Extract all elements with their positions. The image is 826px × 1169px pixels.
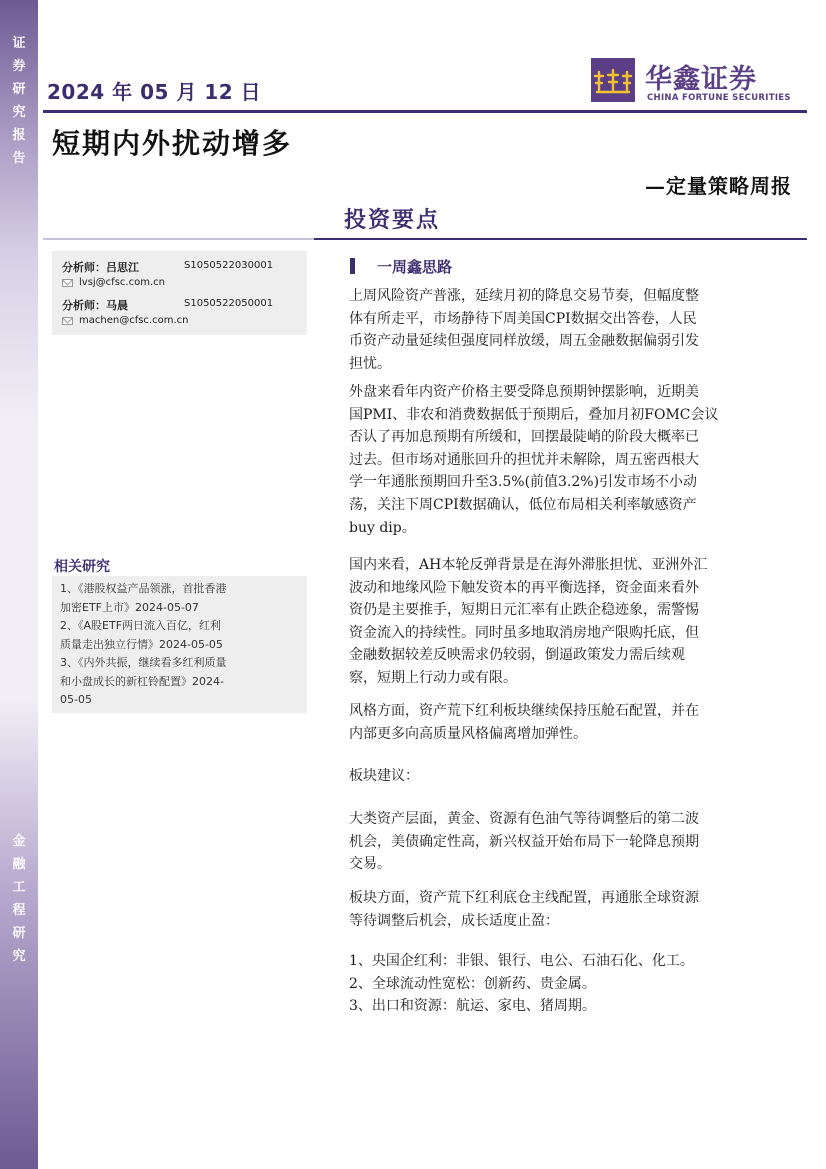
text-line: buy dip。 [349,519,416,536]
list-item: 2、全球流动性宽松：创新药、贵金属。 [349,975,596,992]
text-line: 大类资产层面，黄金、资源有色油气等待调整后的第二波 [349,811,699,827]
company-logo [591,58,791,104]
side-char: 研 [12,926,26,941]
related-research-list [52,576,307,713]
report-date: 2024 年 05 月 12 日 [47,80,262,104]
side-char: 证 [12,36,26,51]
analyst-cert: S1050522030001 [184,260,274,271]
related-item-line[interactable]: 2、《A股ETF两日流入百亿，红利 [60,619,222,632]
related-item-line[interactable]: 05-05 [60,693,92,706]
mail-icon [62,317,73,325]
text-line: 交易。 [349,856,391,873]
related-item-line[interactable]: 1、《港股权益产品领涨，首批香港 [60,582,227,595]
text-line: 等待调整后机会，成长适度止盈： [349,912,559,929]
report-subtitle: —定量策略周报 [645,174,792,198]
side-char: 程 [12,903,26,918]
text-line: 风格方面，资产荒下红利板块继续保持压舱石配置，并在 [349,703,699,719]
text-line: 资金流入的持续性。同时虽多地取消房地产限购托底，但 [349,624,699,641]
side-char: 究 [12,105,26,120]
logo-text-cn: 华鑫证券 [645,64,757,95]
logo-text-en: CHINA FORTUNE SECURITIES [647,93,791,103]
text-line: 板块建议： [349,768,419,784]
left-divider [43,238,314,240]
text-line: 上周风险资产普涨，延续月初的降息交易节奏，但幅度整 [349,288,699,304]
paragraph-asset-class [349,808,789,876]
related-research-title: 相关研究 [54,559,110,575]
report-title: 短期内外扰动增多 [52,127,293,160]
analyst-name: 分析师：马晨 [62,299,128,312]
text-line: 资仍是主要推手，短期日元汇率有止跌企稳迹象，需警惕 [349,602,699,619]
side-char: 工 [12,880,26,895]
text-line: 否认了再加息预期有所缓和，回摆最陡峭的阶段大概率已 [349,429,699,446]
related-item-line[interactable]: 和小盘成长的新杠铃配置》2024- [60,674,224,688]
text-line: 察，短期上行动力或有限。 [349,669,517,686]
list-item: 3、出口和资源：航运、家电、猪周期。 [349,998,596,1015]
side-char: 金 [12,834,26,849]
sector-recommendation-list [349,950,789,1018]
list-item: 1、央国企红利：非银、银行、电公、石油石化、化工。 [349,953,694,969]
paragraph-overview [349,285,789,375]
text-line: 板块方面，资产荒下红利底仓主线配置，再通胀全球资源 [349,890,699,906]
side-char: 研 [12,82,26,97]
text-line: 机会，美债确定性高，新兴权益开始布局下一轮降息预期 [349,833,699,850]
analyst-email[interactable]: lvsj@cfsc.com.cn [79,277,165,288]
subheading-marker [350,258,355,274]
paragraph-style [349,700,789,745]
logo-mark-icon [591,58,635,102]
related-item-line[interactable]: 质量走出独立行情》2024-05-05 [60,637,223,651]
side-label-top [0,32,38,170]
text-line: 外盘来看年内资产价格主要受降息预期钟摆影响，近期美 [349,384,699,400]
text-line: 担忧。 [349,355,391,372]
analyst-name: 分析师：吕思江 [62,261,139,274]
section-divider [314,238,807,240]
related-item-line[interactable]: 3、《内外共振，继续看多红利质量 [60,656,227,669]
text-line: 币资产动量延续但强度同样放缓，周五金融数据偏弱引发 [349,333,699,350]
side-char: 报 [12,128,26,143]
side-char: 究 [12,949,26,964]
side-char: 融 [12,857,26,872]
subheading-label: 一周鑫思路 [377,258,453,276]
text-line: 学一年通胀预期回升至3.5%(前值3.2%)引发市场不小动 [349,474,698,491]
paragraph-overseas [349,381,789,539]
side-label-bottom [0,830,38,968]
mail-icon [62,279,73,287]
side-char: 告 [12,151,26,166]
analyst-cert: S1050522050001 [184,298,274,309]
analyst-box [52,251,307,335]
text-line: 过去。但市场对通胀回升的担忧并未解除，周五密西根大 [349,451,699,468]
text-line: 荡，关注下周CPI数据确认，低位布局相关利率敏感资产 [349,496,697,513]
paragraph-sector-heading [349,765,789,788]
text-line: 内部更多向高质量风格偏离增加弹性。 [349,725,587,742]
section-heading: 投资要点 [344,207,441,233]
paragraph-domestic [349,554,789,690]
text-line: 国PMI、非农和消费数据低于预期后，叠加月初FOMC会议 [349,406,719,423]
text-line: 波动和地缘风险下触发资本的再平衡选择，资金面来看外 [349,579,699,596]
side-char: 券 [12,59,26,74]
header-divider [43,110,807,113]
paragraph-sector [349,887,789,932]
analyst-email[interactable]: machen@cfsc.com.cn [79,315,189,326]
text-line: 金融数据较差反映需求仍较弱，倒逼政策发力需后续观 [349,647,685,664]
side-color-bar [0,0,38,1169]
related-item-line[interactable]: 加密ETF上市》2024-05-07 [60,600,199,614]
text-line: 国内来看，AH本轮反弹背景是在海外滞胀担忧、亚洲外汇 [349,557,708,573]
text-line: 体有所走平，市场静待下周美国CPI数据交出答卷，人民 [349,310,697,327]
